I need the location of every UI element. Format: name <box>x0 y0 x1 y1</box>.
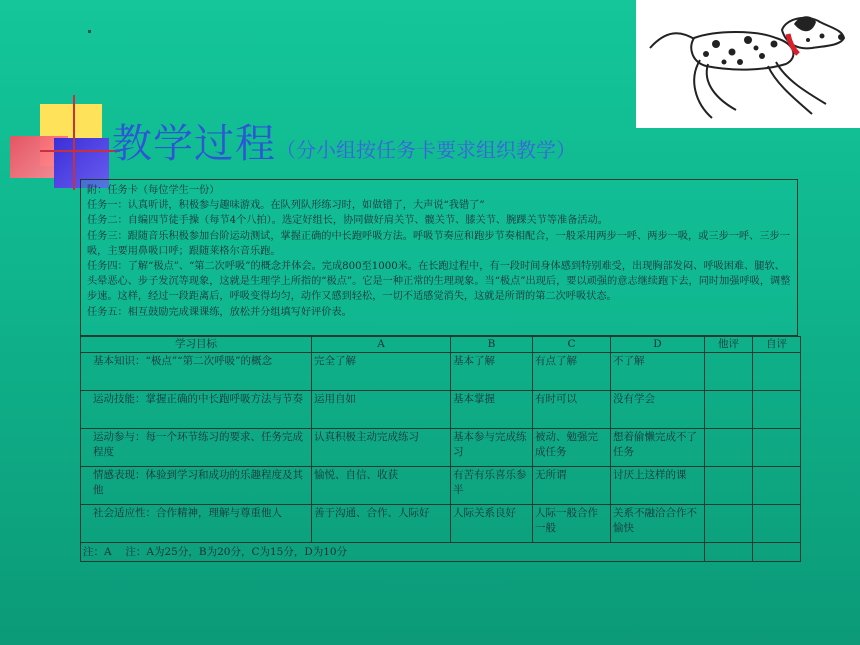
self-eval-cell[interactable] <box>753 391 801 429</box>
header-c: C <box>533 337 611 353</box>
self-eval-cell[interactable] <box>753 429 801 467</box>
footer-empty-cell <box>753 543 801 562</box>
table-footer-row <box>81 543 801 562</box>
task-item: 任务四：了解“极点”、“第二次呼吸”的概念并体会。完成800至1000米。在长跑过程中，有一段时间身体感到特别难受，出现胸部发闷、呼吸困难、腿软、头晕恶心、步子发沉等现象，这就是生理学上所指的“极点”。它是一种正常的生理现象。当“极点”出现后，要以顽强的意志继续跑下去，同时加强呼吸，调整步速。这样，经过一段距离后，呼吸变得均匀，动作又感到轻松，一切不适感觉消失，这就是所谓的第二次呼吸状态。 <box>87 261 791 303</box>
level-b-cell: 基本掌握 <box>451 391 533 429</box>
level-c-cell: 被动、勉强完成任务 <box>533 429 611 467</box>
decor-vertical-line <box>73 95 75 190</box>
peer-eval-cell[interactable] <box>705 391 753 429</box>
task-item: 任务一：认真听讲，积极参与趣味游戏。在队列队形练习时，如做错了，大声说“我错了” <box>87 200 485 212</box>
table-row <box>81 505 801 543</box>
goal-cell: 情感表现：体验到学习和成功的乐趣程度及其他 <box>81 467 312 505</box>
self-eval-cell[interactable] <box>753 505 801 543</box>
level-a-cell: 运用自如 <box>312 391 451 429</box>
decor-horizontal-line <box>40 150 120 152</box>
level-d-cell: 没有学会 <box>611 391 705 429</box>
task-item: 任务二：自编四节徒手操（每节4个八拍）。选定好组长，协同做好肩关节、髋关节、膝关节、腕踝关节等准备活动。 <box>87 215 608 227</box>
task-item: 任务三：跟随音乐积极参加台阶运动测试，掌握正确的中长跑呼吸方法。呼吸节奏应和跑步节奏相配合，一般采用两步一呼、两步一吸，或三步一呼、三步一吸，主要用鼻吸口呼；跟随莱格尔音乐跑。 <box>87 230 790 257</box>
level-a-cell: 认真积极主动完成练习 <box>312 429 451 467</box>
decorative-dot <box>88 30 91 33</box>
goal-cell: 运动参与：每一个环节练习的要求、任务完成程度 <box>81 429 312 467</box>
header-goal: 学习目标 <box>81 337 312 353</box>
evaluation-table <box>80 336 801 562</box>
table-header-row <box>81 337 801 353</box>
level-a-cell: 愉悦、自信、收获 <box>312 467 451 505</box>
scoring-note: 注：A 注：A为25分，B为20分，C为15分，D为10分 <box>81 543 705 562</box>
footer-empty-cell <box>705 543 753 562</box>
peer-eval-cell[interactable] <box>705 505 753 543</box>
slide-title-main: 教学过程 <box>112 121 276 167</box>
table-row <box>81 353 801 391</box>
level-b-cell: 基本了解 <box>451 353 533 391</box>
header-b: B <box>451 337 533 353</box>
peer-eval-cell[interactable] <box>705 429 753 467</box>
dalmatian-dog-image <box>636 0 860 128</box>
level-b-cell: 人际关系良好 <box>451 505 533 543</box>
peer-eval-cell[interactable] <box>705 467 753 505</box>
dalmatian-dog-illustration <box>636 0 860 128</box>
task-item: 任务五：相互鼓励完成课课练，放松并分组填写好评价表。 <box>87 306 352 318</box>
level-b-cell: 有苦有乐喜乐参半 <box>451 467 533 505</box>
level-a-cell: 善于沟通、合作、人际好 <box>312 505 451 543</box>
self-eval-cell[interactable] <box>753 353 801 391</box>
level-d-cell: 不了解 <box>611 353 705 391</box>
level-c-cell: 有点了解 <box>533 353 611 391</box>
peer-eval-cell[interactable] <box>705 353 753 391</box>
level-c-cell: 人际一般合作一般 <box>533 505 611 543</box>
level-c-cell: 有时可以 <box>533 391 611 429</box>
level-a-cell: 完全了解 <box>312 353 451 391</box>
task-card-heading: 附：任务卡（每位学生一份） <box>87 185 220 196</box>
header-d: D <box>611 337 705 353</box>
level-c-cell: 无所谓 <box>533 467 611 505</box>
header-self: 自评 <box>753 337 801 353</box>
task-card <box>80 179 798 336</box>
header-peer: 他评 <box>705 337 753 353</box>
slide-subtitle: （分小组按任务卡要求组织教学） <box>276 138 576 162</box>
level-d-cell: 关系不融洽合作不愉快 <box>611 505 705 543</box>
table-row <box>81 467 801 505</box>
table-row <box>81 391 801 429</box>
goal-cell: 基本知识：“极点”“第二次呼吸”的概念 <box>81 353 312 391</box>
header-a: A <box>312 337 451 353</box>
table-row <box>81 429 801 467</box>
level-d-cell: 想着偷懒完成不了任务 <box>611 429 705 467</box>
goal-cell: 社会适应性：合作精神，理解与尊重他人 <box>81 505 312 543</box>
self-eval-cell[interactable] <box>753 467 801 505</box>
slide-title <box>112 112 576 169</box>
level-d-cell: 讨厌上这样的课 <box>611 467 705 505</box>
level-b-cell: 基本参与完成练习 <box>451 429 533 467</box>
goal-cell: 运动技能：掌握正确的中长跑呼吸方法与节奏 <box>81 391 312 429</box>
